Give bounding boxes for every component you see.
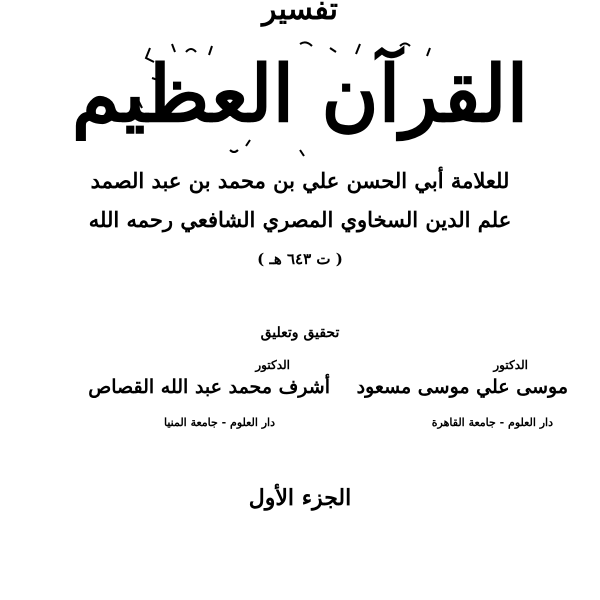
editor-2-title: الدكتور — [255, 358, 290, 372]
editor-1-title: الدكتور — [493, 358, 528, 372]
main-title: القرآن العظيم — [71, 49, 529, 140]
volume-label: الجزء الأول — [248, 485, 352, 511]
editor-2-affiliation: دار العلوم - جامعة المنيا — [163, 416, 275, 429]
author-line-1: للعلامة أبي الحسن علي بن محمد بن عبد الصمد — [90, 168, 510, 193]
cover-subtitle: تفسير — [262, 0, 338, 27]
editor-1-name: موسى علي موسى مسعود — [356, 376, 568, 398]
editor-2-name: أشرف محمد عبد الله القصاص — [88, 376, 330, 398]
editor-1-affiliation: دار العلوم - جامعة القاهرة — [431, 416, 553, 429]
author-line-2: علم الدين السخاوي المصري الشافعي رحمه الله — [88, 207, 512, 232]
death-date: ( ت ٦٤٣ هـ ) — [257, 250, 343, 268]
editing-label: تحقيق وتعليق — [260, 325, 340, 341]
